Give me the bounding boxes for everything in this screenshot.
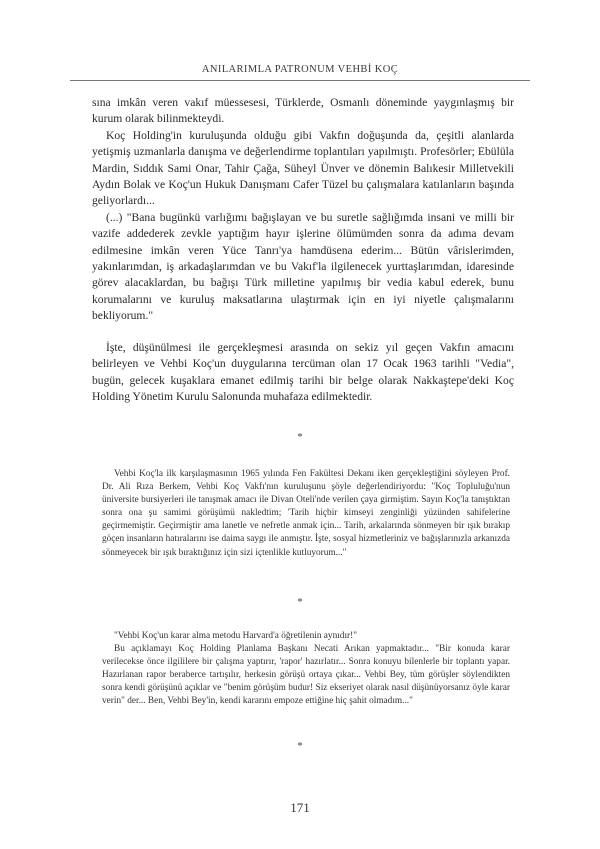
quote-paragraph: (...) "Bana bugünkü varlığımı bağışlayan ve bu suretle sağlığımda insani ve milli bir vazife addederek zevkle yaptığım hayır işlerine ölümümden sonra da adıma devam edilmesine imkân veren Yüce Tanrı'ya hamdüsena ederim... Bütün vârislerimden, yakınlarımdan, iş arkadaşlarımdan ve bu Vakıf'la ilgilenecek yurttaşlarımdan, idaresinde görev alacaklardan, bu bağışı Türk milletine yapılmış bir vedia kabul ederek, bunu korumalarını ve kuruluş maksatlarına ulaştırmak için en iyi niyetle çalışmalarını bekliyorum." bbox=[92, 210, 514, 323]
anecdote-lead: "Vehbi Koç'un karar alma metodu Harvard'a öğretilenin aynıdır!" bbox=[114, 631, 358, 641]
paragraph: Koç Holding'in kuruluşunda olduğu gibi Vakfın doğuşunda da, çeşitli alanlarda yetişmiş uzmanlarla danışma ve değerlendirme toplantıları yapılmıştı. Profesörler; Ebülüla Mardin, Sıddık Sami Onar, Tahir Çağa, Süheyl Ünver ve dönemin Balıkesir Milletvekili Aydın Bolak ve Koç'un Hukuk Danışmanı Cafer Tüzel bu çalışmalara katılanların başında geliyorlardı... bbox=[92, 128, 514, 208]
header-rule bbox=[70, 80, 530, 81]
section-separator: * bbox=[297, 431, 303, 443]
page-number: 171 bbox=[290, 800, 310, 815]
running-header: ANILARIMLA PATRONUM VEHBİ KOÇ bbox=[201, 64, 399, 75]
anecdote-text: Vehbi Koç'la ilk karşılaşmasının 1965 yılında Fen Fakültesi Dekanı iken gerçekleştiğini söyleyen Prof. Dr. Ali Rıza Berkem, Vehbi Koç Vakfı'nın kuruluşunu şöyle değerlendiriyordu: "Koç Topluluğu'nun üniversite bursiyerleri ile tanışmak amacı ile Divan Oteli'nde verilen çaya girmiştim. Sayın Koç'la tanıştıktan sonra ona şu samimi görüşümü nakledtim; 'Tarih hiçbir kimseyi zenginliği yüzünden sahifelerine geçirmemiştir. Geçirmiştir ama lanetle ve nefretle anmak için... Tarih, arkalarında sönmeyen bir ışık bırakıp göçen insanların hatıralarını ise daima saygı ile anmıştır. İşte, sosyal hizmetleriniz ve bağışlarınızla arkanızda sönmeyecek bir ışık bıraktığınız için sizi içtenlikle kutluyorum..." bbox=[102, 469, 510, 558]
section-separator: * bbox=[297, 596, 303, 608]
anecdote-berkem bbox=[102, 468, 510, 560]
anecdote-arikan bbox=[102, 630, 510, 709]
section-separator: * bbox=[297, 740, 303, 752]
anecdote-text: Bu açıklamayı Koç Holding Planlama Başkanı Necati Arıkan yapmaktadır... "Bir konuda karar verilecekse önce ilgililere bir çalışma yaptırır, 'rapor' hazırlatır... Sonra konuyu bilenlerle bir toplantı yapar. Hazırlanan rapor beraberce tartışılır, herkesin görüşü ortaya çıkar... Vehbi Bey, tüm görüşler söylendikten sonra kendi görüşünü açıklar ve "benim görüşüm budur! Siz ekseriyet olarak nasıl düşünüyorsanız öyle karar verin" der... Ben, Vehbi Bey'in, kendi kararını empoze ettiğine hiç şahit olmadım..." bbox=[102, 644, 510, 707]
main-body bbox=[92, 95, 514, 405]
paragraph: İşte, düşünülmesi ile gerçekleşmesi arasında on sekiz yıl geçen Vakfın amacını belirleyen ve Vehbi Koç'un duygularına tercüman olan 17 Ocak 1963 tarihli "Vedia", bugün, gelecek kuşaklara emanet edilmiş tarihi bir belge olarak Nakkaştepe'deki Koç Holding Yönetim Kurulu Salonunda muhafaza edilmektedir. bbox=[92, 340, 514, 403]
paragraph: sına imkân veren vakıf müessesesi, Türklerde, Osmanlı döneminde yaygınlaşmış bir kurum olarak bilinmekteydi. bbox=[92, 96, 514, 126]
